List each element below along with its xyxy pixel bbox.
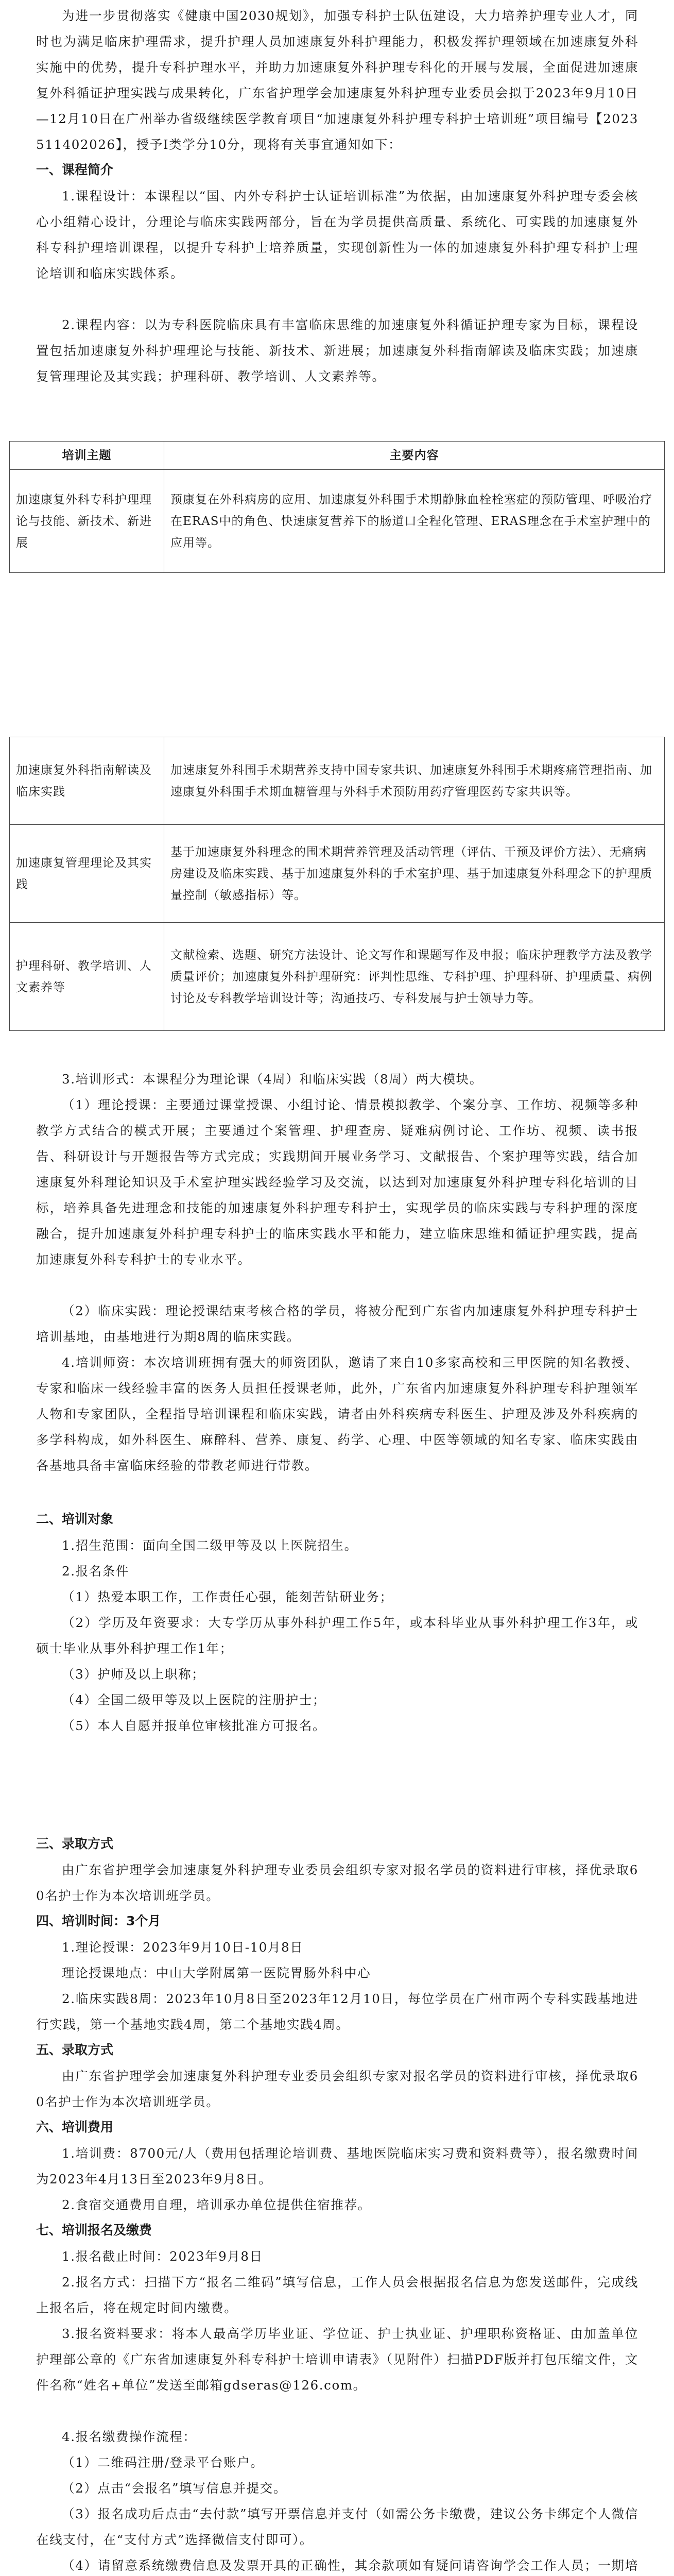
section-1-title: 一、课程简介 [36, 162, 114, 177]
requirement-item: （5）本人自愿并报单位审核批准方可报名。 [62, 1718, 326, 1733]
clinical-practice-paragraph: （2）临床实践：理论授课结束考核合格的学员，将被分配到广东省内加速康复外科护理专科护士培训基地，由基地进行为期8周的临床实践。 [36, 1303, 638, 1344]
intro-paragraph: 为进一步贯彻落实《健康中国2030规划》，加强专科护士队伍建设，大力培养护理专业人才，同时也为满足临床护理需求，提升护理人员加速康复外科护理能力，积极发挥护理领域在加速康复外科实施中的优势，提升专科护理水平，并助力加速康复外科护理专科化的开展与发展，全面促进加速康复外科循证护理实践与成果转化，广东省护理学会加速康复外科护理专业委员会拟于2023年9月10日—12月10日在广州举办省级继续医学教育项目“加速康复外科护理专科护士培训班”项目编号【2023511402026】，授予I类学分10分，现将有关事宜通知如下： [36, 8, 638, 152]
training-fee: 1.培训费：8700元/人（费用包括理论培训费、基地医院临床实习费和资料费等），报名缴费时间为2023年4月13日至2023年9月8日。 [36, 2146, 638, 2187]
section-6-title: 六、培训费用 [36, 2120, 114, 2134]
requirement-item: （1）热爱本职工作，工作责任心强，能刻苦钻研业务； [62, 1589, 393, 1604]
course-design-paragraph: 1.课程设计：本课程以“国、内外专科护士认证培训标准”为依据，由加速康复外科护理专委会核心小组精心设计，分理论与临床实践两部分，旨在为学员提供高质量、系统化、可实践的加速康复外科专科护理培训课程，以提升专科护士培养质量，实现创新性为一体的加速康复外科护理专科护士理论培训和临床实践体系。 [36, 189, 638, 281]
table-row [10, 470, 665, 573]
table-cell-topic: 护理科研、教学培训、人文素养等 [10, 923, 164, 1031]
section-3-title: 三、录取方式 [36, 1836, 114, 1851]
table-cell-topic: 加速康复外科指南解读及临床实践 [10, 737, 164, 825]
section-4-title: 四、培训时间：3个月 [36, 1913, 161, 1928]
requirements-heading: 2.报名条件 [62, 1564, 129, 1579]
clinical-dates: 2.临床实践8周：2023年10月8日至2023年12月10日，每位学员在广州市两个专科实践基地进行实践，第一个基地实践4周，第二个基地实践4周。 [36, 1991, 638, 2032]
table-row [10, 923, 665, 1031]
table-header-topic: 培训主题 [10, 442, 164, 470]
table-cell-content: 基于加速康复外科理念的围术期营养管理及活动管理（评估、干预及评价方法）、无痛病房建设及临床实践、基于加速康复外科的手术室护理、基于加速康复外科理念下的护理质量控制（敏感指标）等。 [164, 825, 665, 923]
course-table-continued [9, 737, 665, 1031]
requirement-item: （2）学历及年资要求：大专学历从事外科护理工作5年，或本科毕业从事外科护理工作3年，或硕士毕业从事外科护理工作1年； [36, 1615, 638, 1656]
admission-paragraph: 由广东省护理学会加速康复外科护理专业委员会组织专家对报名学员的资料进行审核，择优录取60名护士作为本次培训班学员。 [36, 1862, 638, 1903]
table-cell-content: 预康复在外科病房的应用、加速康复外科围手术期静脉血栓栓塞症的预防管理、呼吸治疗在ERAS中的角色、快速康复营养下的肠道口全程化管理、ERAS理念在手术室护理中的应用等。 [164, 470, 665, 573]
table-cell-content: 加速康复外科围手术期营养支持中国专家共识、加速康复外科围手术期疼痛管理指南、加速康复外科围手术期血糖管理与外科手术预防用药疗管理医药专家共识等。 [164, 737, 665, 825]
requirement-item: （3）护师及以上职称； [62, 1667, 205, 1682]
training-format-paragraph: 3.培训形式：本课程分为理论课（4周）和临床实践（8周）两大模块。 [62, 1072, 483, 1087]
section-5-title: 五、录取方式 [36, 2042, 114, 2057]
table-cell-topic: 加速康复管理理论及其实践 [10, 825, 164, 923]
enrollment-scope: 1.招生范围：面向全国二级甲等及以上医院招生。 [62, 1538, 358, 1553]
section-7-title: 七、培训报名及缴费 [36, 2223, 152, 2238]
table-header-row [10, 442, 665, 470]
table-header-content: 主要内容 [164, 442, 665, 470]
admission-paragraph-2: 由广东省护理学会加速康复外科护理专业委员会组织专家对报名学员的资料进行审核，择优录取60名护士作为本次培训班学员。 [36, 2069, 638, 2109]
course-content-paragraph: 2.课程内容：以为专科医院临床具有丰富临床思维的加速康复外科循证护理专家为目标，课程设置包括加速康复外科护理理论与技能、新技术、新进展；加速康复外科指南解读及临床实践；加速康复管理理论及其实践；护理科研、教学培训、人文素养等。 [36, 317, 638, 384]
course-table [9, 441, 665, 573]
table-row [10, 825, 665, 923]
accommodation-note: 2.食宿交通费用自理，培训承办单位提供住宿推荐。 [62, 2197, 371, 2212]
payment-step: （1）二维码注册/登录平台账户。 [62, 2455, 264, 2470]
theory-location: 理论授课地点：中山大学附属第一医院胃肠外科中心 [62, 1965, 371, 1980]
table-cell-topic: 加速康复外科专科护理理论与技能、新技术、新进展 [10, 470, 164, 573]
theory-dates: 1.理论授课：2023年9月10日-10月8日 [62, 1940, 304, 1955]
payment-step: （2）点击“会报名”填写信息并提交。 [62, 2481, 287, 2496]
section-2-title: 二、培训对象 [36, 1512, 114, 1527]
registration-method: 2.报名方式：扫描下方“报名二维码”填写信息，工作人员会根据报名信息为您发送邮件，完成线上报名后，将在规定时间内缴费。 [36, 2275, 638, 2315]
theory-teaching-paragraph: （1）理论授课：主要通过课堂授课、小组讨论、情景模拟教学、个案分享、工作坊、视频等多种教学方式结合的模式开展；主要通过个案管理、护理查房、疑难病例讨论、工作坊、视频、读书报告、科研设计与开题报告等方式完成；实践期间开展业务学习、文献报告、个案护理等实践，结合加速康复外科理论知识及手术室护理实践经验学习及交流，以达到对加速康复外科护理专科化培训的目标，培养具备先进理念和技能的加速康复外科护理专科护士，实现学员的临床实践与专科护理的深度融合，提升加速康复外科护理专科护士的临床实践水平和能力，建立临床思维和循证护理实践，提高加速康复外科专科护士的专业水平。 [36, 1097, 638, 1267]
requirement-item: （4）全国二级甲等及以上医院的注册护士； [62, 1692, 326, 1707]
table-cell-content: 文献检索、选题、研究方法设计、论文写作和课题写作及申报；临床护理教学方法及教学质量评价；加速康复外科护理研究：评判性思维、专科护理、护理科研、护理质量、病例讨论及专科教学培训设计等；沟通技巧、专科发展与护士领导力等。 [164, 923, 665, 1031]
faculty-paragraph: 4.培训师资：本次培训班拥有强大的师资团队，邀请了来自10多家高校和三甲医院的知名教授、专家和临床一线经验丰富的医务人员担任授课老师，此外，广东省内加速康复外科护理专科护理领军人物和专家团队，全程指导培训课程和临床实践，请者由外科疾病专科医生、护理及涉及外科疾病的多学科构成，如外科医生、麻醉科、营养、康复、药学、心理、中医等领域的知名专家、临床实践由各基地具备丰富临床经验的带教老师进行带教。 [36, 1355, 638, 1473]
payment-process-heading: 4.报名缴费操作流程： [62, 2429, 197, 2444]
table-row [10, 737, 665, 825]
registration-deadline: 1.报名截止时间：2023年9月8日 [62, 2249, 263, 2264]
payment-step: （4）请留意系统缴费信息及发票开具的正确性，其余款项如有疑问请咨询学会工作人员；一期培 [62, 2558, 638, 2573]
payment-step: （3）报名成功后点击“去付款”填写开票信息并支付（如需公务卡缴费，建议公务卡绑定个人微信在线支付，在“支付方式”选择微信支付即可）。 [36, 2506, 638, 2547]
registration-materials: 3.报名资料要求：将本人最高学历毕业证、学位证、护士执业证、护理职称资格证、由加盖单位护理部公章的《广东省加速康复外科专科护士培训申请表》（见附件）扫描PDF版并打包压缩文件，文件名称“姓名+单位”发送至邮箱gdseras@126.com。 [36, 2326, 638, 2393]
